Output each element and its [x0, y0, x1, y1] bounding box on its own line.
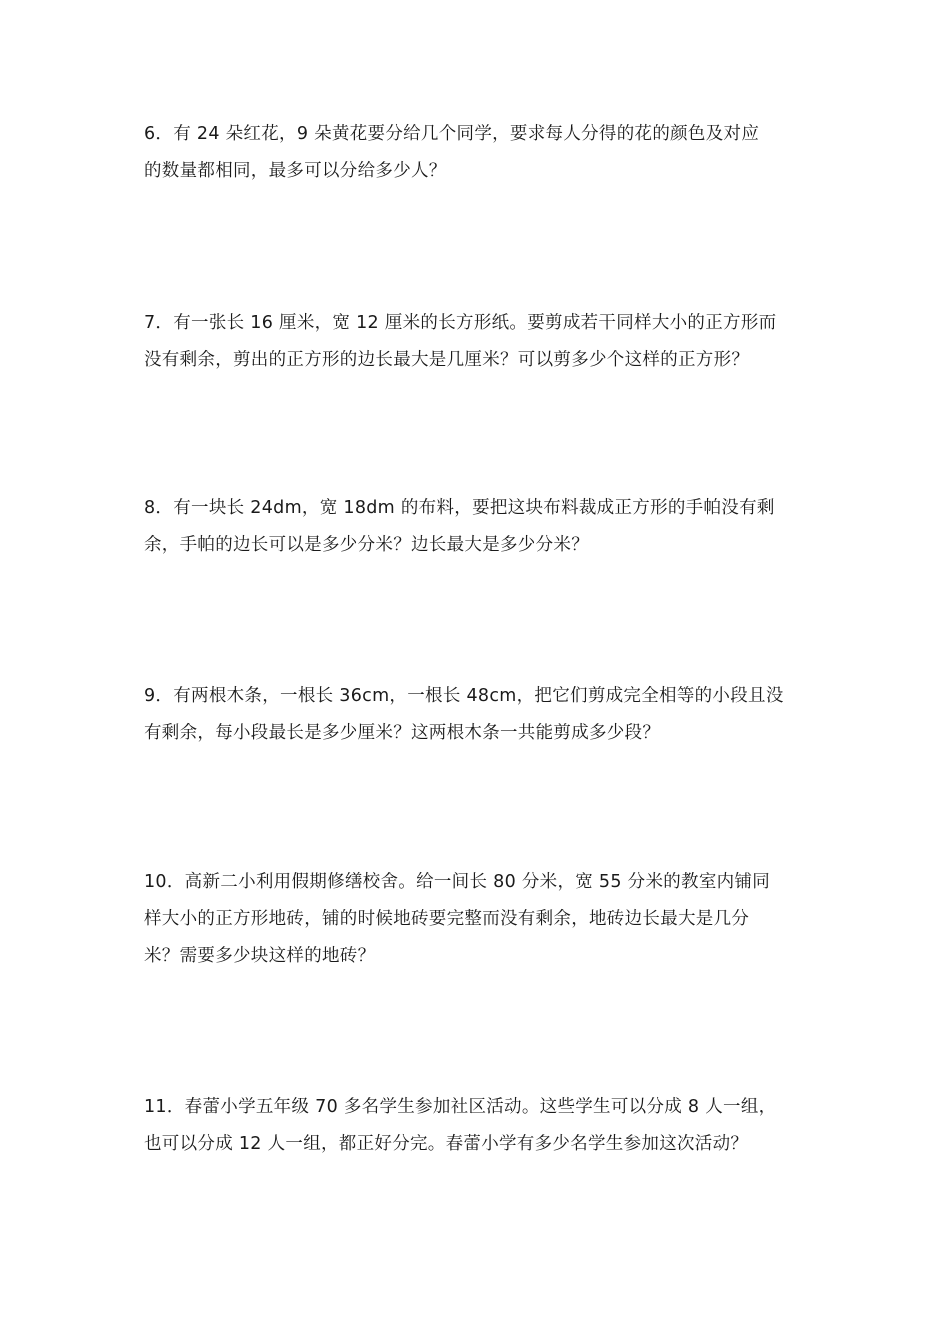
question-7-line-2: 没有剩余，剪出的正方形的边长最大是几厘米？可以剪多少个这样的正方形？	[144, 350, 750, 370]
question-9-line-2: 有剩余，每小段最长是多少厘米？这两根木条一共能剪成多少段？	[144, 723, 661, 743]
question-11	[144, 1089, 814, 1163]
question-9-line-1: 9．有两根木条，一根长 36cm，一根长 48cm，把它们剪成完全相等的小段且没	[144, 686, 784, 706]
question-7-line-1: 7．有一张长 16 厘米，宽 12 厘米的长方形纸。要剪成若干同样大小的正方形而	[144, 313, 777, 333]
question-6-line-2: 的数量都相同，最多可以分给多少人？	[144, 161, 447, 181]
question-10	[144, 864, 814, 975]
question-11-line-2: 也可以分成 12 人一组，都正好分完。春蕾小学有多少名学生参加这次活动？	[144, 1134, 749, 1154]
question-7	[144, 305, 814, 379]
question-8-line-2: 余，手帕的边长可以是多少分米？边长最大是多少分米？	[144, 535, 589, 555]
question-10-line-2: 样大小的正方形地砖，铺的时候地砖要完整而没有剩余，地砖边长最大是几分	[144, 909, 750, 929]
question-10-line-1: 10．高新二小利用假期修缮校舍。给一间长 80 分米，宽 55 分米的教室内铺同	[144, 872, 771, 892]
question-10-line-3: 米？需要多少块这样的地砖？	[144, 946, 376, 966]
question-6	[144, 116, 814, 190]
question-8	[144, 490, 814, 564]
question-8-line-1: 8．有一块长 24dm，宽 18dm 的布料，要把这块布料裁成正方形的手帕没有剩	[144, 498, 775, 518]
question-11-line-1: 11．春蕾小学五年级 70 多名学生参加社区活动。这些学生可以分成 8 人一组，	[144, 1097, 777, 1117]
question-9	[144, 678, 814, 752]
question-6-line-1: 6．有 24 朵红花，9 朵黄花要分给几个同学，要求每人分得的花的颜色及对应	[144, 124, 760, 144]
